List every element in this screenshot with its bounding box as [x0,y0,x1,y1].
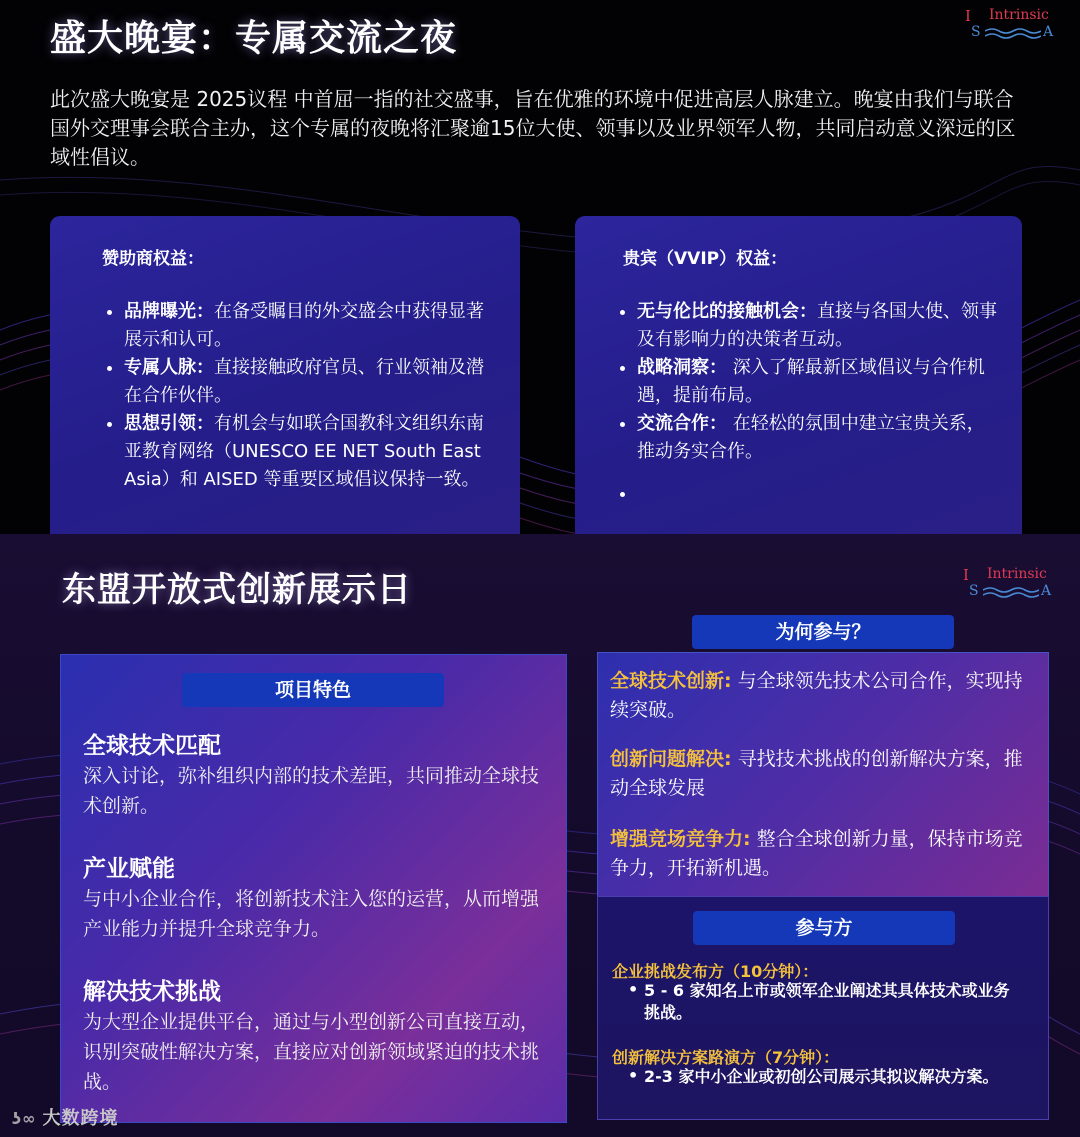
features-pill: 项目特色 [182,673,444,707]
feature-title: 全球技术匹配 [83,733,221,759]
list-item: • 专属人脉：直接接触政府官员、行业领袖及潜在合作伙伴。 [124,354,484,410]
list-item: • 交流合作： 在轻松的氛围中建立宝贵关系，推动务实合作。 [637,410,997,466]
list-item: • 战略洞察： 深入了解最新区域倡议与合作机遇，提前布局。 [637,354,997,410]
feature-text: 深入讨论，弥补组织内部的技术差距，共同推动全球技术创新。 [83,765,540,817]
gala-intro: 此次盛大晚宴是 2025议程 中首屈一指的社交盛事，旨在优雅的环境中促进高层人脉建立。晚宴由我们与联合国外交理事会联合主办，这个专属的夜晚将汇聚逾15位大使、领事以及业界领军人物，共同启动意义深远的区域性倡议。 [50,87,1016,169]
list-item: • 品牌曝光：在备受瞩目的外交盛会中获得显著展示和认可。 [124,298,484,354]
wave-logo-icon [985,27,1041,41]
participant-text: 5 - 6 家知名上市或领军企业阐述其具体技术或业务挑战。 [644,981,1010,1022]
why-pill: 为何参与？ [692,615,954,649]
watermark: ʖ∞ 大数跨境 [12,1108,119,1129]
list-item: • 思想引领：有机会与如联合国教科文组织东南亚教育网络（UNESCO EE NET South East Asia）和 AISED 等重要区域倡议保持一致。 [124,410,484,494]
wave-logo-icon [983,586,1039,600]
feature-text: 为大型企业提供平台，通过与小型创新公司直接互动，识别突破性解决方案，直接应对创新领域紧迫的技术挑战。 [83,1011,540,1093]
participant-heading: 企业挑战发布方（10分钟）： [612,962,819,981]
feature-title: 产业赋能 [83,856,175,882]
watermark-logo-icon: ʖ∞ [12,1109,37,1128]
why-item: 增强竞场竞争力: 整合全球创新力量，保持市场竞争力，开拓新机遇。 [610,828,1023,879]
sponsor-list [102,298,484,494]
participants-pill: 参与方 [693,911,955,945]
bullet-icon: • [628,980,639,999]
feature-title: 解决技术挑战 [83,979,221,1005]
features-panel [60,654,567,1123]
vvip-list [615,298,997,508]
participants-panel [597,896,1049,1120]
intrinsic-logo: I Intrinsic S A [963,566,1052,599]
list-item: • 无与伦比的接触机会：直接与各国大使、领事及有影响力的决策者互动。 [637,298,997,354]
why-panel [597,652,1049,897]
gala-title: 盛大晚宴：专属交流之夜 [50,18,458,59]
sponsor-benefits-card [50,216,520,534]
feature-text: 与中小企业合作，将创新技术注入您的运营，从而增强产业能力并提升全球竞争力。 [83,888,540,940]
asean-section [0,534,1080,1137]
gala-section [0,0,1080,534]
list-item [637,480,997,508]
participant-text: 2-3 家中小企业或初创公司展示其拟议解决方案。 [644,1067,999,1086]
bullet-icon: • [628,1066,639,1085]
why-item: 全球技术创新: 与全球领先技术公司合作，实现持续突破。 [610,670,1023,721]
asean-title: 东盟开放式创新展示日 [62,570,412,610]
participant-heading: 创新解决方案路演方（7分钟）： [612,1048,840,1067]
why-item: 创新问题解决: 寻找技术挑战的创新解决方案，推动全球发展 [610,748,1023,799]
vvip-heading: 贵宾（VVIP）权益： [623,249,788,269]
vvip-benefits-card [575,216,1022,534]
sponsor-heading: 赞助商权益： [102,249,204,269]
intrinsic-logo: I Intrinsic S A [965,7,1054,40]
